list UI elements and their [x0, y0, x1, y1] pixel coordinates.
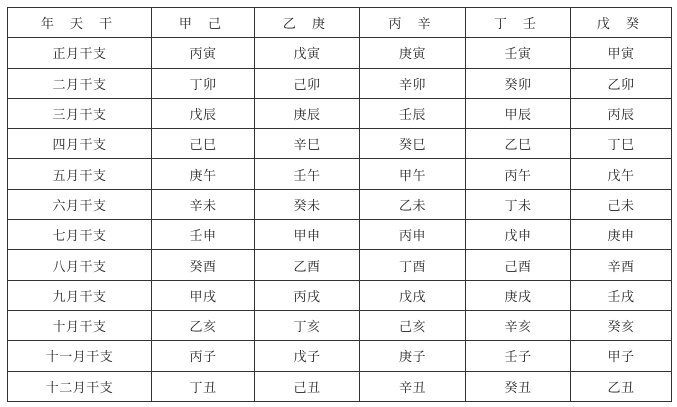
stem-branch-cell: 丁未 [466, 189, 571, 219]
month-stem-branch-table [7, 7, 672, 402]
stem-branch-cell: 己卯 [255, 68, 360, 98]
table-row [8, 68, 672, 98]
header-cell: 戊 癸 [571, 8, 672, 38]
stem-branch-cell: 戊辰 [152, 98, 255, 128]
table-row [8, 341, 672, 371]
table-row [8, 129, 672, 159]
table-row [8, 159, 672, 189]
stem-branch-cell: 己酉 [466, 250, 571, 280]
stem-branch-cell: 辛亥 [466, 310, 571, 340]
stem-branch-cell: 辛未 [152, 189, 255, 219]
stem-branch-cell: 丙午 [466, 159, 571, 189]
table-row [8, 189, 672, 219]
stem-branch-cell: 庚午 [152, 159, 255, 189]
month-label-cell: 七月干支 [8, 220, 152, 250]
stem-branch-cell: 癸亥 [571, 310, 672, 340]
month-label-cell: 五月干支 [8, 159, 152, 189]
stem-branch-cell: 戊子 [255, 341, 360, 371]
stem-branch-cell: 丙申 [360, 220, 466, 250]
month-label-cell: 三月干支 [8, 98, 152, 128]
stem-branch-cell: 甲申 [255, 220, 360, 250]
stem-branch-cell: 甲辰 [466, 98, 571, 128]
stem-branch-cell: 庚寅 [360, 38, 466, 68]
header-cell: 年 天 干 [8, 8, 152, 38]
month-label-cell: 十二月干支 [8, 371, 152, 401]
stem-branch-cell: 庚辰 [255, 98, 360, 128]
stem-branch-cell: 丁丑 [152, 371, 255, 401]
stem-branch-cell: 壬辰 [360, 98, 466, 128]
stem-branch-cell: 丁酉 [360, 250, 466, 280]
stem-branch-cell: 甲子 [571, 341, 672, 371]
stem-branch-cell: 己未 [571, 189, 672, 219]
stem-branch-cell: 乙酉 [255, 250, 360, 280]
stem-branch-cell: 丙子 [152, 341, 255, 371]
stem-branch-cell: 戊寅 [255, 38, 360, 68]
stem-branch-cell: 丙寅 [152, 38, 255, 68]
stem-branch-cell: 庚戌 [466, 280, 571, 310]
header-cell: 丙 辛 [360, 8, 466, 38]
stem-branch-cell: 癸未 [255, 189, 360, 219]
table-row [8, 98, 672, 128]
stem-branch-cell: 癸巳 [360, 129, 466, 159]
month-label-cell: 六月干支 [8, 189, 152, 219]
stem-branch-cell: 癸酉 [152, 250, 255, 280]
stem-branch-cell: 辛酉 [571, 250, 672, 280]
stem-branch-cell: 壬午 [255, 159, 360, 189]
stem-branch-cell: 乙巳 [466, 129, 571, 159]
month-label-cell: 十一月干支 [8, 341, 152, 371]
month-label-cell: 十月干支 [8, 310, 152, 340]
month-label-cell: 正月干支 [8, 38, 152, 68]
stem-branch-cell: 乙丑 [571, 371, 672, 401]
table-body [8, 38, 672, 402]
stem-branch-cell: 乙亥 [152, 310, 255, 340]
stem-branch-cell: 戊申 [466, 220, 571, 250]
month-label-cell: 九月干支 [8, 280, 152, 310]
stem-branch-cell: 甲戌 [152, 280, 255, 310]
stem-branch-cell: 壬戌 [571, 280, 672, 310]
stem-branch-cell: 己亥 [360, 310, 466, 340]
table-row [8, 38, 672, 68]
stem-branch-cell: 庚子 [360, 341, 466, 371]
stem-branch-cell: 癸丑 [466, 371, 571, 401]
header-cell: 甲 己 [152, 8, 255, 38]
month-label-cell: 二月干支 [8, 68, 152, 98]
stem-branch-cell: 甲寅 [571, 38, 672, 68]
stem-branch-cell: 己巳 [152, 129, 255, 159]
stem-branch-cell: 乙卯 [571, 68, 672, 98]
stem-branch-cell: 丁亥 [255, 310, 360, 340]
stem-branch-cell: 壬子 [466, 341, 571, 371]
stem-branch-cell: 辛卯 [360, 68, 466, 98]
month-label-cell: 八月干支 [8, 250, 152, 280]
stem-branch-cell: 戊午 [571, 159, 672, 189]
table-row [8, 280, 672, 310]
stem-branch-cell: 丁巳 [571, 129, 672, 159]
stem-branch-cell: 壬寅 [466, 38, 571, 68]
stem-branch-cell: 丁卯 [152, 68, 255, 98]
table-row [8, 250, 672, 280]
stem-branch-cell: 癸卯 [466, 68, 571, 98]
table-row [8, 310, 672, 340]
stem-branch-cell: 壬申 [152, 220, 255, 250]
header-cell: 丁 壬 [466, 8, 571, 38]
month-label-cell: 四月干支 [8, 129, 152, 159]
stem-branch-cell: 丙戌 [255, 280, 360, 310]
stem-branch-cell: 戊戌 [360, 280, 466, 310]
stem-branch-cell: 辛丑 [360, 371, 466, 401]
header-row [8, 8, 672, 38]
stem-branch-cell: 丙辰 [571, 98, 672, 128]
stem-branch-cell: 乙未 [360, 189, 466, 219]
stem-branch-cell: 辛巳 [255, 129, 360, 159]
table-header [8, 8, 672, 38]
stem-branch-cell: 甲午 [360, 159, 466, 189]
stem-branch-cell: 己丑 [255, 371, 360, 401]
header-cell: 乙 庚 [255, 8, 360, 38]
stem-branch-cell: 庚申 [571, 220, 672, 250]
table-row [8, 220, 672, 250]
table-row [8, 371, 672, 401]
